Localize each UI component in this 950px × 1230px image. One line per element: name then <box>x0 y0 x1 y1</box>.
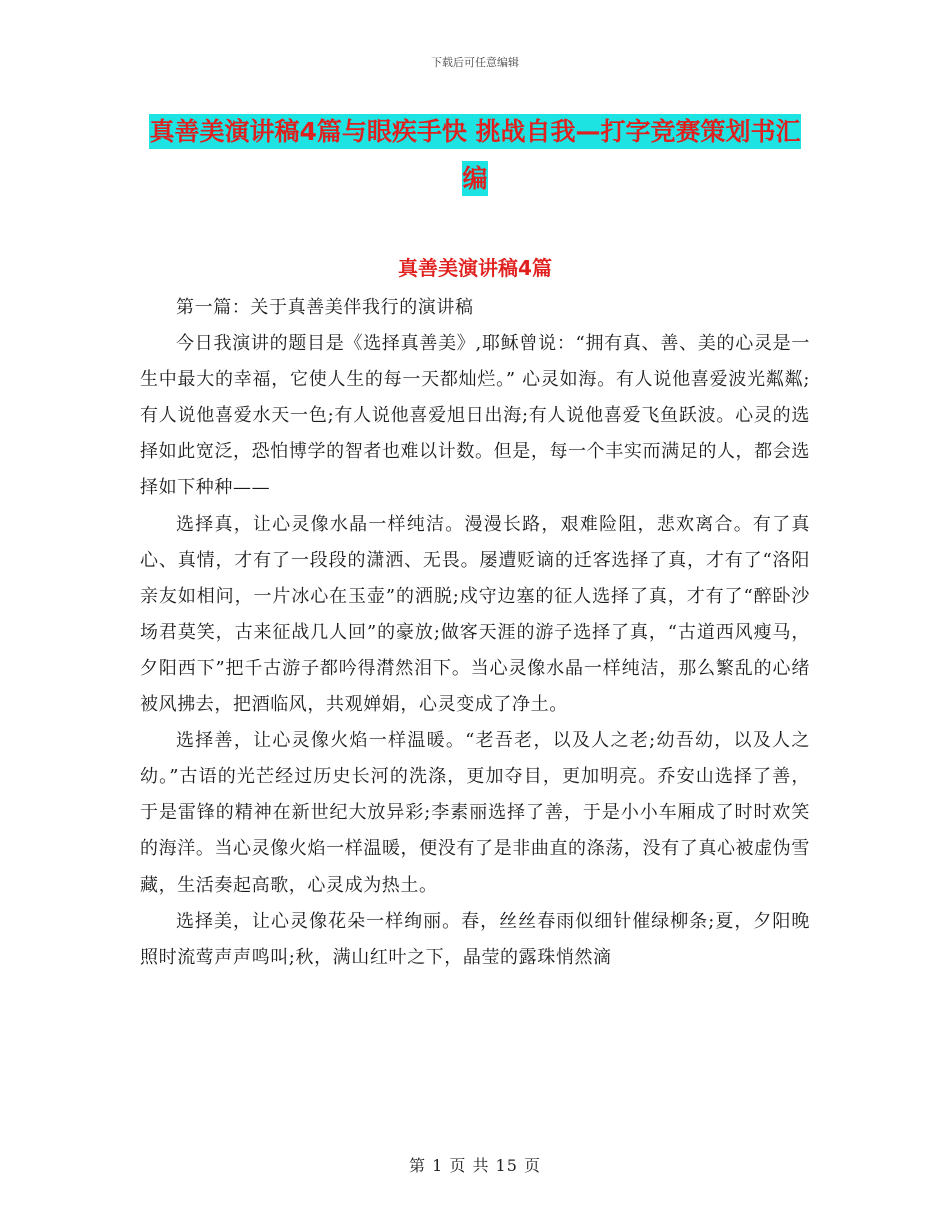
document-title-text: 真善美演讲稿4篇与眼疾手快 挑战自我—打字竞赛策划书汇编 <box>149 114 800 196</box>
section-title: 真善美演讲稿4篇 <box>398 256 552 280</box>
document-title <box>140 108 810 202</box>
document-body <box>140 290 810 976</box>
page-header-note: 下载后可任意编辑 <box>431 56 519 69</box>
paragraph: 选择善，让心灵像火焰一样温暖。“老吾老，以及人之老;幼吾幼，以及人之幼。”古语的光芒经过历史长河的洗涤，更加夺目，更加明亮。乔安山选择了善，于是雷锋的精神在新世纪大放异彩;李素丽选择了善，于是小小车厢成了时时欢笑的海洋。当心灵像火焰一样温暖，便没有了是非曲直的涤荡，没有了真心被虚伪雪藏，生活奏起高歌，心灵成为热土。 <box>140 730 810 896</box>
paragraph: 今日我演讲的题目是《选择真善美》,耶稣曾说：“拥有真、善、美的心灵是一生中最大的幸福，它使人生的每一天都灿烂。” 心灵如海。有人说他喜爱波光粼粼;有人说他喜爱水天一色;有人说他喜爱旭日出海;有人说他喜爱飞鱼跃波。心灵的选择如此宽泛，恐怕博学的智者也难以计数。但是，每一个丰实而满足的人，都会选择如下种种—— <box>140 333 810 499</box>
paragraph: 选择美，让心灵像花朵一样绚丽。春，丝丝春雨似细针催绿柳条;夏，夕阳晚照时流莺声声鸣叫;秋，满山红叶之下，晶莹的露珠悄然滴 <box>140 910 810 968</box>
page-number-footer: 第 1 页 共 15 页 <box>409 1156 541 1175</box>
paragraph: 选择真，让心灵像水晶一样纯洁。漫漫长路，艰难险阻，悲欢离合。有了真心、真情，才有了一段段的潇洒、无畏。屡遭贬谪的迁客选择了真，才有了“洛阳亲友如相问，一片冰心在玉壶”的洒脱;戍守边塞的征人选择了真，才有了“醉卧沙场君莫笑，古来征战几人回”的豪放;做客天涯的游子选择了真，“古道西风瘦马，夕阳西下”把千古游子都吟得潸然泪下。当心灵像水晶一样纯洁，那么繁乱的心绪被风拂去，把酒临风，共观婵娟，心灵变成了净土。 <box>140 513 810 716</box>
paragraph: 第一篇：关于真善美伴我行的演讲稿 <box>176 297 474 318</box>
